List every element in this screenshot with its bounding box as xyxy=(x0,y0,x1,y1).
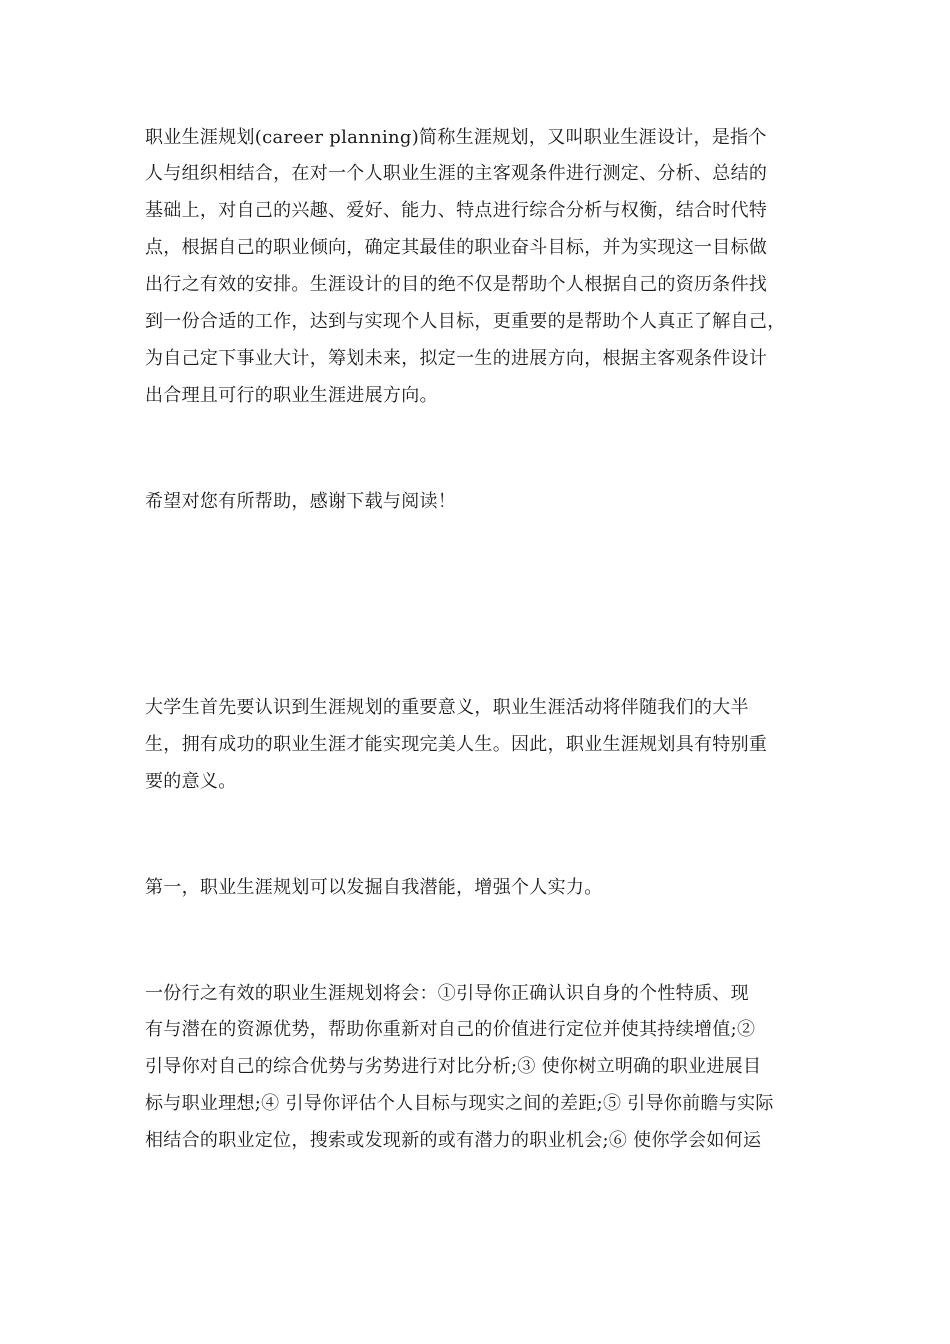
text-line: 生，拥有成功的职业生涯才能实现完美人生。因此，职业生涯规划具有特别重 xyxy=(145,734,768,755)
text-line: 一份行之有效的职业生涯规划将会：①引导你正确认识自身的个性特质、现 xyxy=(145,983,749,1004)
text-line: 出合理且可行的职业生涯进展方向。 xyxy=(145,385,438,406)
text-line: 有与潜在的资源优势，帮助你重新对自己的价值进行定位并使其持续增值;② xyxy=(145,1019,756,1040)
thanks-message: 希望对您有所帮助，感谢下载与阅读！ xyxy=(145,491,457,512)
text-line: 人与组织相结合，在对一个人职业生涯的主客观条件进行测定、分析、总结的 xyxy=(145,163,768,184)
text-line: 出行之有效的安排。生涯设计的目的绝不仅是帮助个人根据自己的资历条件找 xyxy=(145,274,768,295)
text-line: 点，根据自己的职业倾向，确定其最佳的职业奋斗目标，并为实现这一目标做 xyxy=(145,237,768,258)
text-line: 引导你对自己的综合优势与劣势进行对比分析;③ 使你树立明确的职业进展目 xyxy=(145,1056,762,1077)
text-line: 大学生首先要认识到生涯规划的重要意义，职业生涯活动将伴随我们的大半 xyxy=(145,697,749,718)
text-line: 要的意义。 xyxy=(145,771,237,792)
text-line: 到一份合适的工作，达到与实现个人目标，更重要的是帮助个人真正了解自己， xyxy=(145,311,786,332)
text-line: 为自己定下事业大计，筹划未来，拟定一生的进展方向，根据主客观条件设计 xyxy=(145,348,768,369)
text-line: 相结合的职业定位，搜索或发现新的或有潜力的职业机会;⑥ 使你学会如何运 xyxy=(145,1130,762,1151)
paragraph-first-point: 第一，职业生涯规划可以发掘自我潜能，增强个人实力。 xyxy=(145,877,603,898)
text-line: 基础上，对自己的兴趣、爱好、能力、特点进行综合分析与权衡，结合时代特 xyxy=(145,200,768,221)
text-line: 职业生涯规划(career planning)简称生涯规划，又叫职业生涯设计，是指个 xyxy=(145,127,767,148)
text-line: 标与职业理想;④ 引导你评估个人目标与现实之间的差距;⑤ 引导你前瞻与实际 xyxy=(145,1093,774,1114)
